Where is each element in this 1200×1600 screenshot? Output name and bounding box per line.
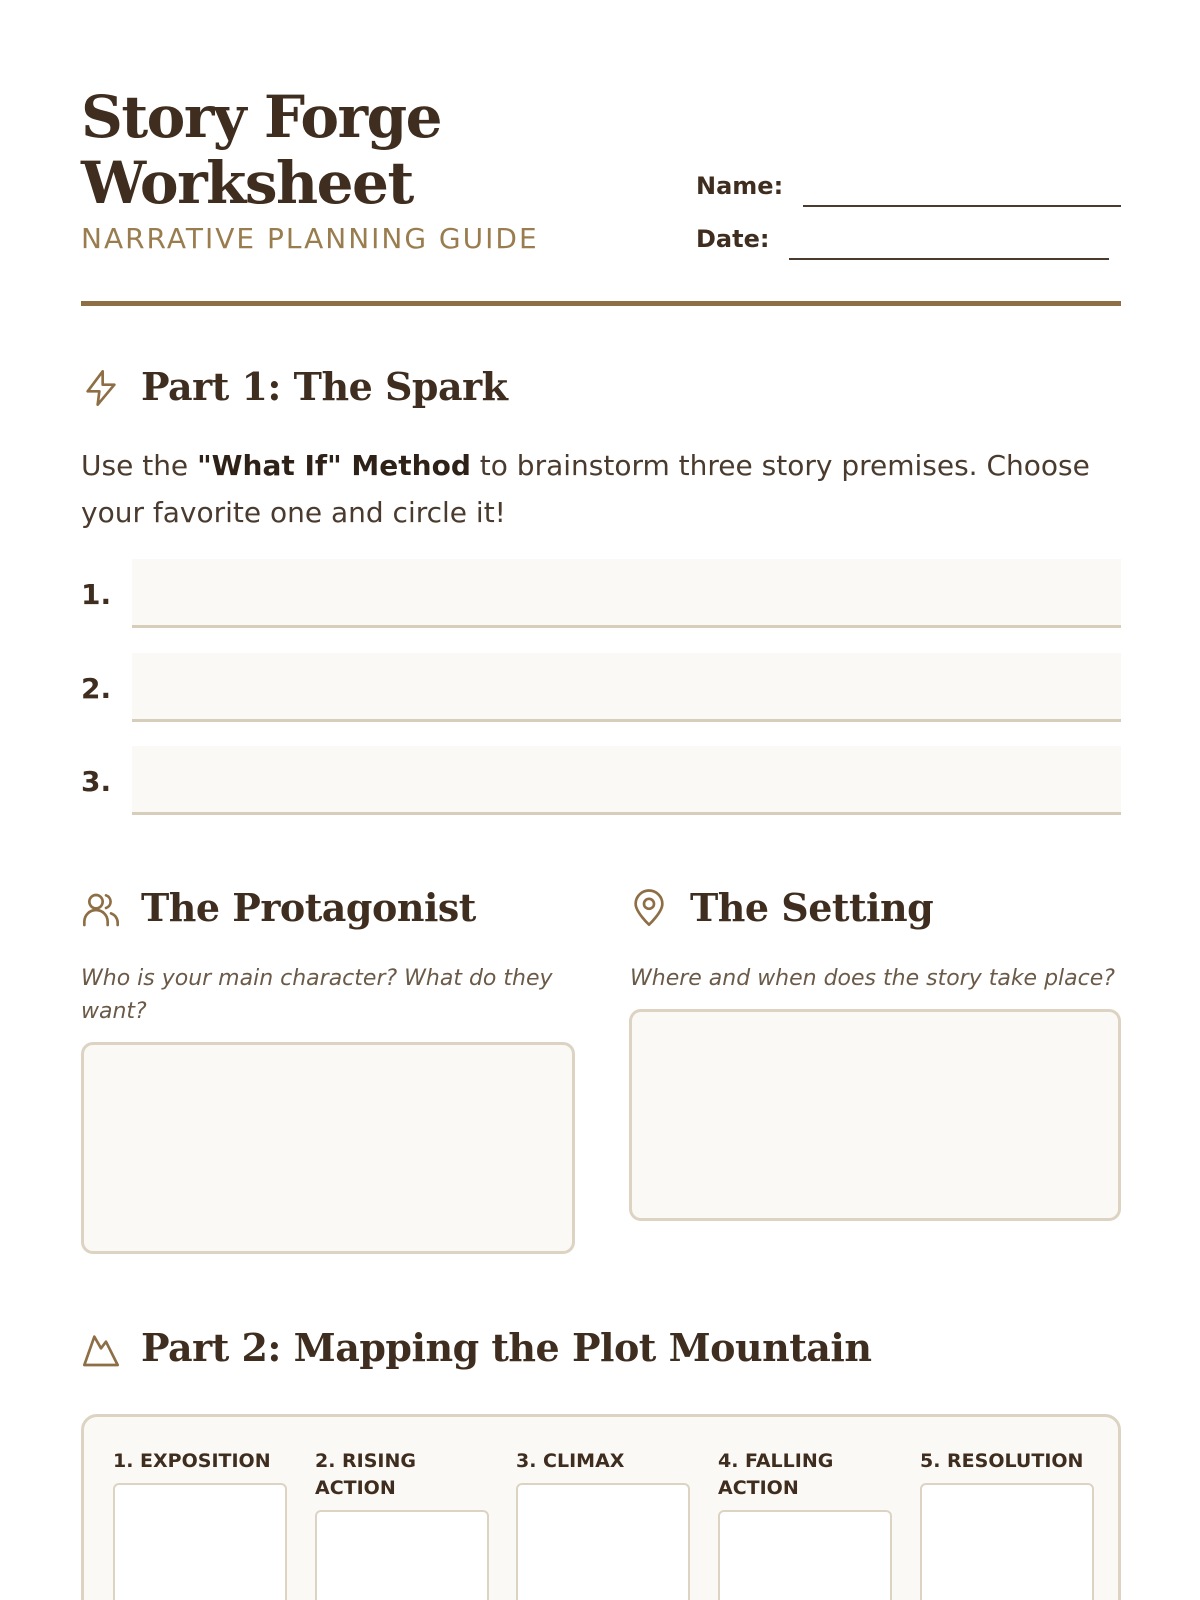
plot-mountain-panel bbox=[81, 1414, 1121, 1600]
setting-heading: The Setting bbox=[690, 885, 934, 930]
plot-stage-label: 3. CLIMAX bbox=[516, 1450, 625, 1472]
lightning-icon bbox=[81, 368, 121, 408]
plot-stage-label: 5. RESOLUTION bbox=[920, 1450, 1084, 1472]
plot-stage-box-falling-action[interactable] bbox=[718, 1510, 892, 1600]
mountain-icon bbox=[81, 1330, 121, 1370]
premise-field-2[interactable] bbox=[132, 653, 1121, 722]
part2-heading: Part 2: Mapping the Plot Mountain bbox=[141, 1325, 872, 1370]
premise-number: 3. bbox=[81, 765, 112, 798]
plot-stage-box-climax[interactable] bbox=[516, 1483, 690, 1600]
part1-instructions: Use the "What If" Method to brainstorm three story premises. Choose your favorite one and circle it! bbox=[81, 449, 1090, 529]
date-field[interactable] bbox=[789, 258, 1109, 260]
protagonist-heading: The Protagonist bbox=[141, 885, 476, 930]
plot-stage-box-exposition[interactable] bbox=[113, 1483, 287, 1600]
map-pin-icon bbox=[629, 888, 669, 928]
plot-stage-label: 4. FALLING ACTION bbox=[718, 1450, 834, 1499]
plot-stage bbox=[113, 1448, 288, 1600]
worksheet-title: Story Forge Worksheet bbox=[81, 83, 442, 217]
plot-stage bbox=[920, 1448, 1095, 1600]
name-field[interactable] bbox=[803, 205, 1121, 207]
plot-stage bbox=[718, 1448, 868, 1600]
protagonist-prompt: Who is your main character? What do they want? bbox=[81, 966, 553, 1024]
premise-field-1[interactable] bbox=[132, 559, 1121, 628]
setting-prompt: Where and when does the story take place? bbox=[630, 966, 1115, 991]
header-divider bbox=[81, 301, 1121, 306]
protagonist-answer-box[interactable] bbox=[81, 1042, 575, 1254]
premise-number: 2. bbox=[81, 672, 112, 705]
setting-answer-box[interactable] bbox=[629, 1009, 1121, 1221]
plot-stage-box-resolution[interactable] bbox=[920, 1483, 1094, 1600]
plot-stage bbox=[315, 1448, 490, 1600]
plot-stage bbox=[516, 1448, 691, 1600]
worksheet-subtitle: NARRATIVE PLANNING GUIDE bbox=[81, 222, 539, 255]
plot-stage-box-rising-action[interactable] bbox=[315, 1510, 489, 1600]
plot-stage-label: 1. EXPOSITION bbox=[113, 1450, 271, 1472]
premise-field-3[interactable] bbox=[132, 746, 1121, 815]
part1-heading: Part 1: The Spark bbox=[141, 364, 508, 409]
plot-stage-label: 2. RISING ACTION bbox=[315, 1450, 417, 1499]
premise-number: 1. bbox=[81, 578, 112, 611]
users-icon bbox=[81, 890, 121, 930]
date-label: Date: bbox=[696, 225, 770, 253]
what-if-method-term: "What If" Method bbox=[197, 449, 471, 482]
name-label: Name: bbox=[696, 172, 784, 200]
